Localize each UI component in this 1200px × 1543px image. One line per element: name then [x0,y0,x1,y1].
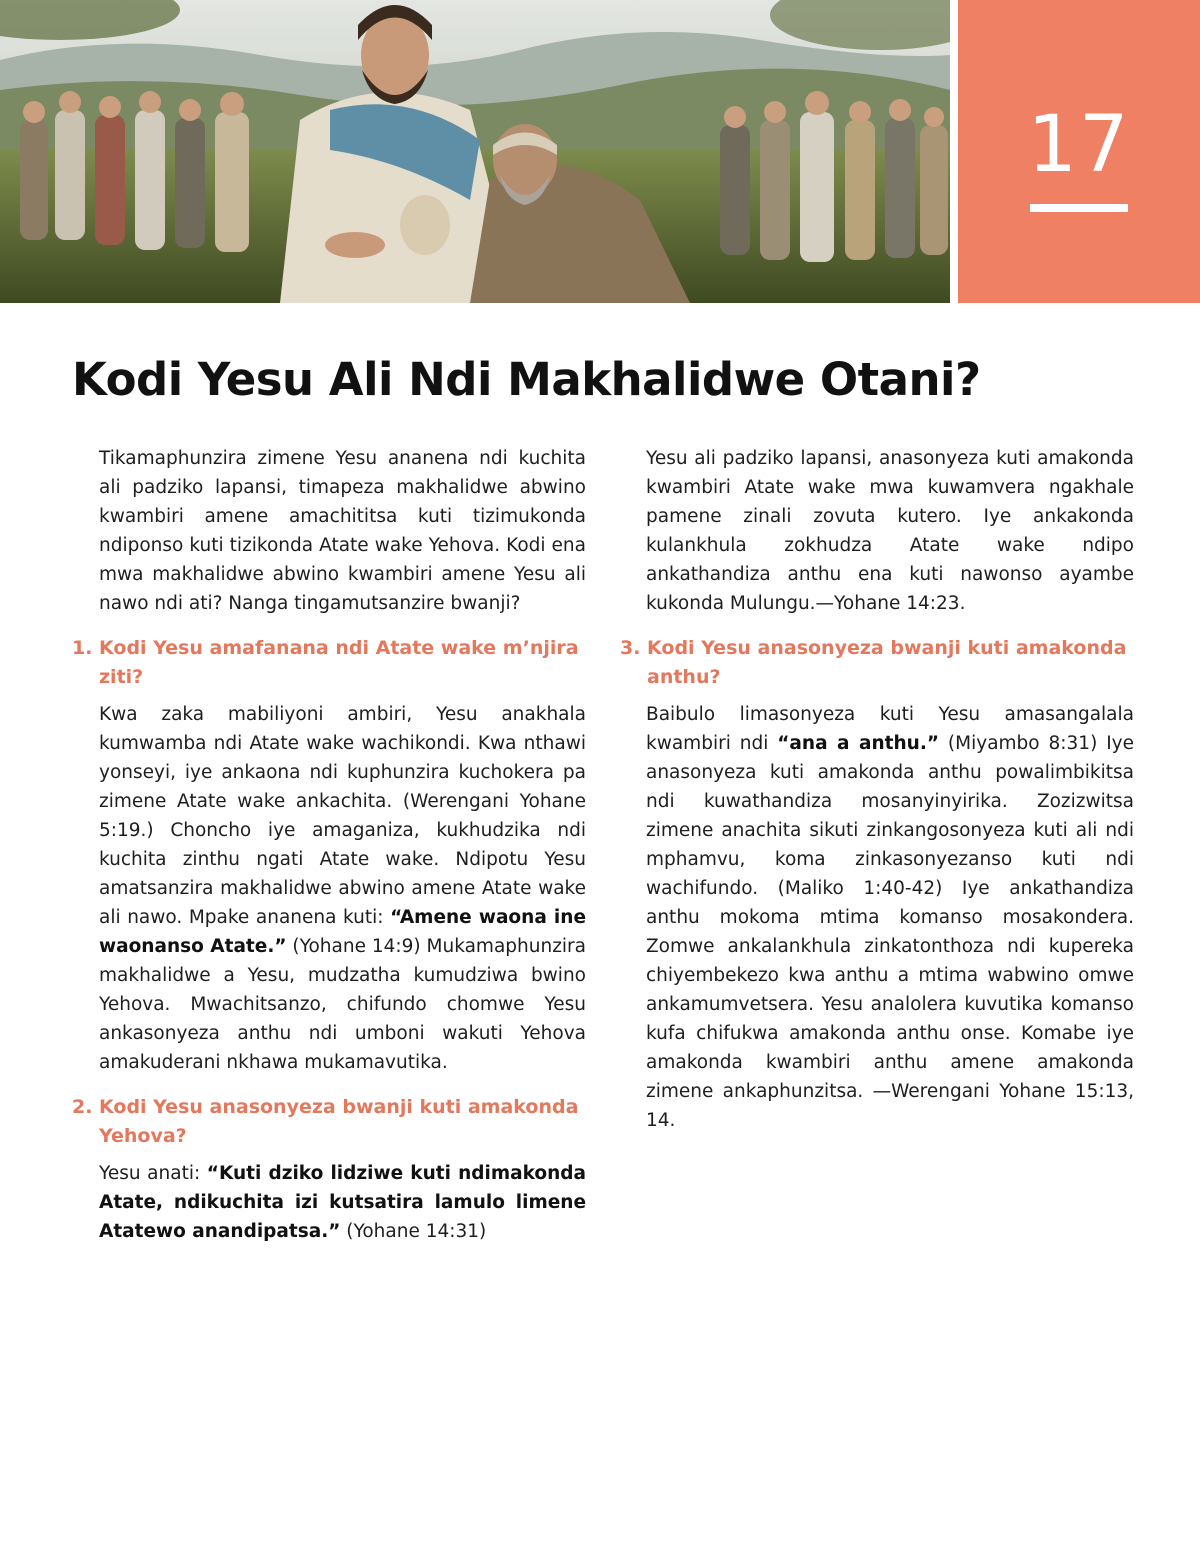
question-number: 1. [72,637,93,659]
bold-quote: “Kuti dziko lidziwe kuti ndimakonda Atate, ndikuchita izi kutsatira lamulo limene Atatewo anandipatsa.” [99,1163,586,1242]
bold-quote: “Amene waona ine waonanso Atate.” [99,907,586,957]
question-3 [620,634,1134,692]
answer-text: Baibulo limasonyeza kuti Yesu amasangalala kwambiri ndi [646,704,1134,754]
illustration-jesus-healing [0,0,950,303]
answer-text: Kwa zaka mabiliyoni ambiri, Yesu anakhala kumwamba ndi Atate wake wachikondi. Kwa nthawi yonseyi, iye ankaona ndi kuphunzira kuchokera pa zimene Atate wake ankachita. (Werengani Yohane 5:19.) Choncho iye amaganiza, kukhudzika ndi kuchita zinthu ngati Atate wake. Ndipotu Yesu amatsanzira makhalidwe abwino amene Atate wake ali nawo. Mpake ananena kuti: [99,704,586,928]
question-text: Kodi Yesu amafanana ndi Atate wake m’njira ziti? [99,637,579,688]
left-column [72,444,586,1262]
answer-1-paragraph [72,700,586,1077]
question-number: 2. [72,1096,93,1118]
intro-paragraph: Tikamaphunzira zimene Yesu ananena ndi kuchita ali padziko lapansi, timapeza makhalidwe abwino kwambiri amene amachititsa kuti tizimukonda ndiponso kuti tizikonda Atate wake Yehova. Kodi ena mwa makhalidwe abwino kwambiri amene Yesu ali nawo ndi ati? Nanga tingamutsanzire bwanji? [99,448,586,614]
answer-3-paragraph [620,700,1134,1135]
badge-underline [1030,204,1128,212]
lesson-number: 17 [1027,100,1131,190]
question-1 [72,634,586,692]
answer-text: Yesu anati: [99,1163,207,1184]
question-text: Kodi Yesu anasonyeza bwanji kuti amakonda Yehova? [99,1096,579,1147]
question-text: Kodi Yesu anasonyeza bwanji kuti amakonda anthu? [647,637,1127,688]
answer-2-paragraph [72,1159,586,1246]
question-2 [72,1093,586,1151]
right-column [620,444,1134,1151]
answer-2-continued: Yesu ali padziko lapansi, anasonyeza kuti amakonda kwambiri Atate wake mwa kuwamvera ngakhale pamene zinali zovuta kutero. Iye ankakonda kulankhula zokhudza Atate wake ndipo ankathandiza anthu ena kuti nawonso ayambe kukonda Mulungu.—Yohane 14:23. [646,448,1134,614]
page-title: Kodi Yesu Ali Ndi Makhalidwe Otani? [72,353,981,406]
header-image [0,0,950,303]
answer-text: (Yohane 14:9) Mukamaphunzira makhalidwe a Yesu, mudzatha kumudziwa bwino Yehova. Mwachitsanzo, chifundo chomwe Yesu ankasonyeza anthu ndi umboni wakuti Yehova amakuderani nkhawa mukamavutika. [99,936,586,1073]
lesson-number-badge [958,0,1200,303]
answer-text: (Yohane 14:31) [340,1221,487,1242]
answer-text: (Miyambo 8:31) Iye anasonyeza kuti amakonda anthu powalimbikitsa ndi kuwathandiza mosanyinyirika. Zozizwitsa zimene anachita sikuti zinkangosonyeza kuti ali ndi mphamvu, koma zinkasonyezanso kuti ndi wachifundo. (Maliko 1:40-42) Iye ankathandiza anthu mokoma mtima komanso mosakondera. Zomwe ankalankhula zinkatonthoza ndi kupereka chiyembekezo kwa anthu a mtima wabwino omwe ankamumvetsera. Yesu analolera kuvutika komanso kufa chifukwa amakonda anthu onse. Komabe iye amakonda kwambiri anthu amene amakonda zimene ankaphunzitsa. —Werengani Yohane 15:13, 14. [646,733,1134,1131]
bold-quote: “ana a anthu.” [777,733,940,754]
question-number: 3. [620,637,641,659]
